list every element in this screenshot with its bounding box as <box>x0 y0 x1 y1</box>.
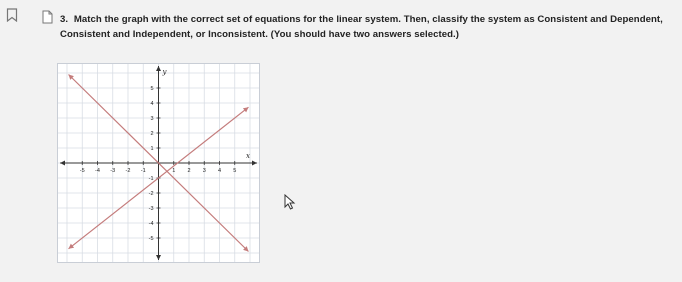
y-tick-label: -1 <box>148 176 154 182</box>
x-tick-label: 4 <box>217 168 222 174</box>
question-number: 3. <box>60 14 69 25</box>
document-icon[interactable] <box>42 10 53 24</box>
x-tick-label: 1 <box>172 168 176 174</box>
x-tick-label: -4 <box>95 168 100 174</box>
y-tick-label: -2 <box>148 191 154 197</box>
y-tick-label: 2 <box>150 131 154 137</box>
y-tick-label: 4 <box>150 101 154 107</box>
question-prompt: Match the graph with the correct set of equations for the linear system. Then, classify the system as Consistent and Dependent, Consistent and Independent, or Inconsistent. (You should have two answers selected.) <box>60 14 663 40</box>
bookmark-icon[interactable] <box>6 8 18 22</box>
x-tick-label: -1 <box>140 168 146 174</box>
x-tick-label: 5 <box>233 168 237 174</box>
x-tick-label: -5 <box>79 168 85 174</box>
y-tick-label: -3 <box>148 206 154 212</box>
y-tick-label: -5 <box>148 236 154 242</box>
x-tick-label: -3 <box>110 168 116 174</box>
x-tick-label: 3 <box>202 168 206 174</box>
y-tick-label: 3 <box>150 116 154 122</box>
y-axis-label: y <box>162 68 167 76</box>
x-axis-label: x <box>246 152 250 160</box>
x-tick-label: -2 <box>125 168 131 174</box>
y-tick-label: 1 <box>150 146 154 152</box>
x-tick-label: 2 <box>187 168 191 174</box>
y-tick-label: 5 <box>150 86 154 92</box>
question-text-block <box>60 12 678 42</box>
mouse-pointer-icon <box>284 194 296 210</box>
y-tick-label: -4 <box>148 221 154 227</box>
coordinate-graph <box>57 63 260 263</box>
